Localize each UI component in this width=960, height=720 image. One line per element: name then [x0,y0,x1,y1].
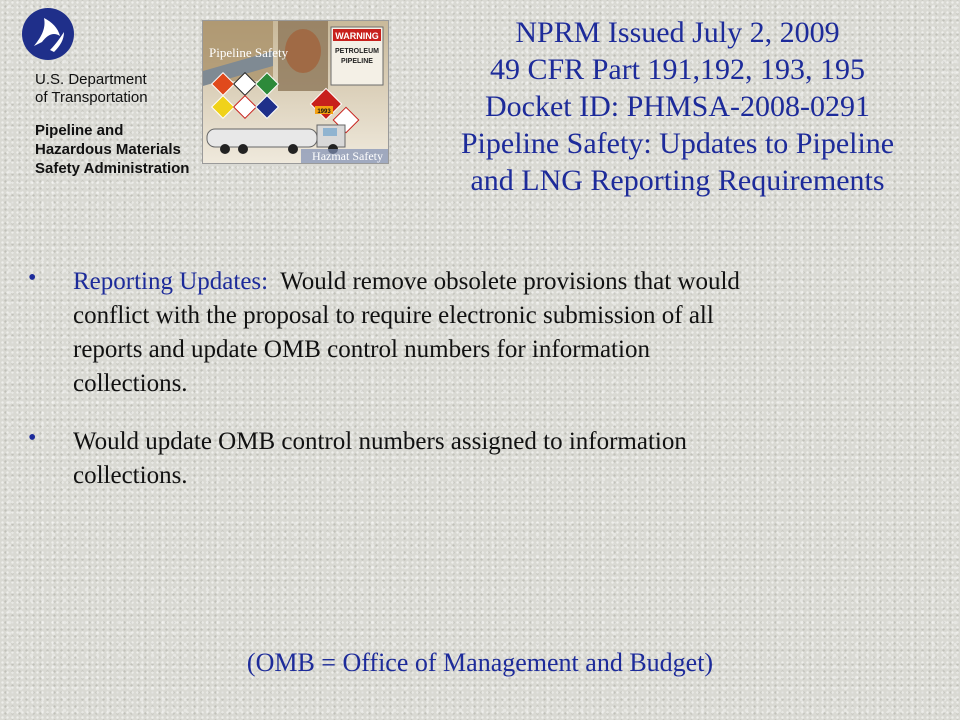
bullet1-line1-rest: Would remove obsolete provisions that would [268,268,740,295]
bullet-text [73,425,943,493]
bullet-dot: • [28,425,37,451]
dept-name-line1: U.S. Department [35,71,147,88]
bullet1-lead: Reporting Updates: [73,268,269,295]
photo-label-pipeline-safety: Pipeline Safety [209,45,289,60]
slide-title [395,14,960,199]
omb-footnote: (OMB = Office of Management and Budget) [246,648,714,677]
title-line4: Pipeline Safety: Updates to Pipeline [460,127,895,160]
pipeline-hazmat-photo [202,20,389,164]
title-line1: NPRM Issued July 2, 2009 [515,16,840,49]
dot-circle-emblem-icon [20,6,76,62]
title-line5: and LNG Reporting Requirements [470,164,885,197]
warning-sign-line3: PIPELINE [341,58,373,65]
bullet1-line3: reports and update OMB control numbers for information [73,336,650,363]
bullet2-line1: Would update OMB control numbers assigned to information [73,428,687,455]
agency-name [35,121,189,178]
agency-name-line3: Safety Administration [35,160,190,177]
agency-name-line2: Hazardous Materials [35,141,181,158]
title-line3: Docket ID: PHMSA-2008-0291 [485,90,870,123]
bullet1-line2: conflict with the proposal to require electronic submission of all [73,302,714,329]
agency-name-line1: Pipeline and [35,122,124,139]
photo-collage-graphic [203,21,388,163]
bullet1-line4: collections. [73,370,188,397]
dot-phmsa-logo [14,6,199,181]
placard-number: 1993 [317,109,331,115]
bullet-dot: • [28,265,37,291]
bullet2-line2: collections. [73,462,188,489]
bullet1-line1 [73,265,943,299]
bullet-text [73,265,943,401]
warning-sign-title: WARNING [335,31,379,41]
photo-label-hazmat-safety: Hazmat Safety [312,149,383,163]
warning-sign-line2: PETROLEUM [335,48,379,55]
title-line2: 49 CFR Part 191,192, 193, 195 [489,53,866,86]
dept-name-line2: of Transportation [35,89,148,106]
